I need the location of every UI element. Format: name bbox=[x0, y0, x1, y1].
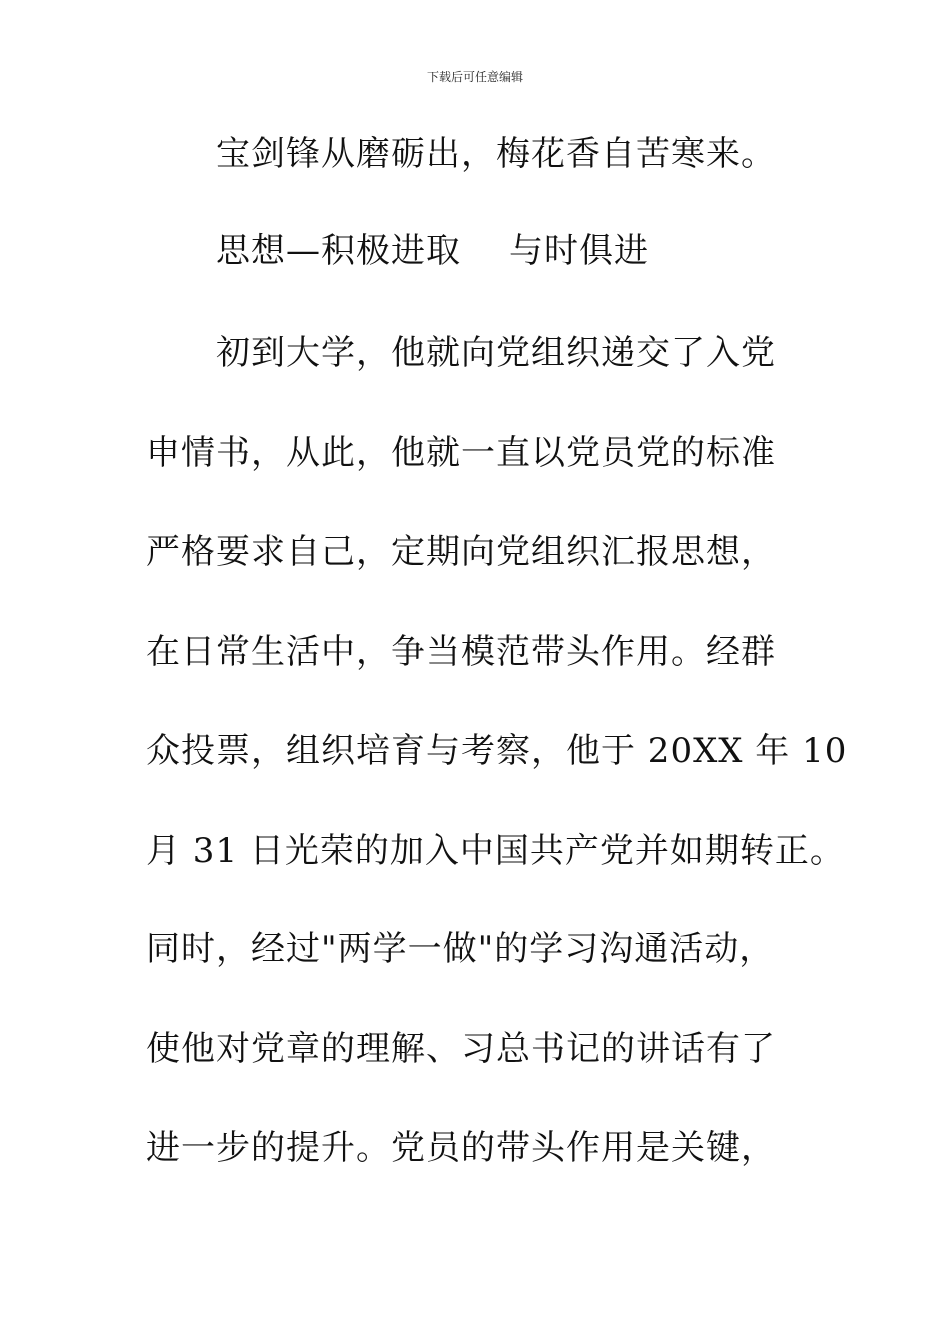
page-header-note: 下载后可任意编辑 bbox=[426, 70, 523, 84]
body-line: 使他对党章的理解、习总书记的讲话有了 bbox=[146, 1029, 776, 1069]
section-heading-part2: 与时俱进 bbox=[509, 231, 649, 271]
body-line: 月 31 日光荣的加入中国共产党并如期转正。 bbox=[146, 831, 845, 871]
quote-line: 宝剑锋从磨砺出，梅花香自苦寒来。 bbox=[216, 134, 776, 174]
body-line: 初到大学，他就向党组织递交了入党 bbox=[216, 333, 776, 373]
body-line: 在日常生活中，争当模范带头作用。经群 bbox=[146, 632, 776, 672]
section-heading bbox=[216, 231, 649, 271]
section-heading-part1: 思想—积极进取 bbox=[216, 231, 461, 271]
body-line: 进一步的提升。党员的带头作用是关键， bbox=[146, 1128, 776, 1168]
body-line: 申情书，从此，他就一直以党员党的标准 bbox=[146, 433, 776, 473]
body-line: 同时，经过"两学一做"的学习沟通活动， bbox=[146, 929, 775, 969]
body-line: 众投票，组织培育与考察，他于 20XX 年 10 bbox=[146, 731, 848, 771]
body-line: 严格要求自己，定期向党组织汇报思想， bbox=[146, 532, 776, 572]
